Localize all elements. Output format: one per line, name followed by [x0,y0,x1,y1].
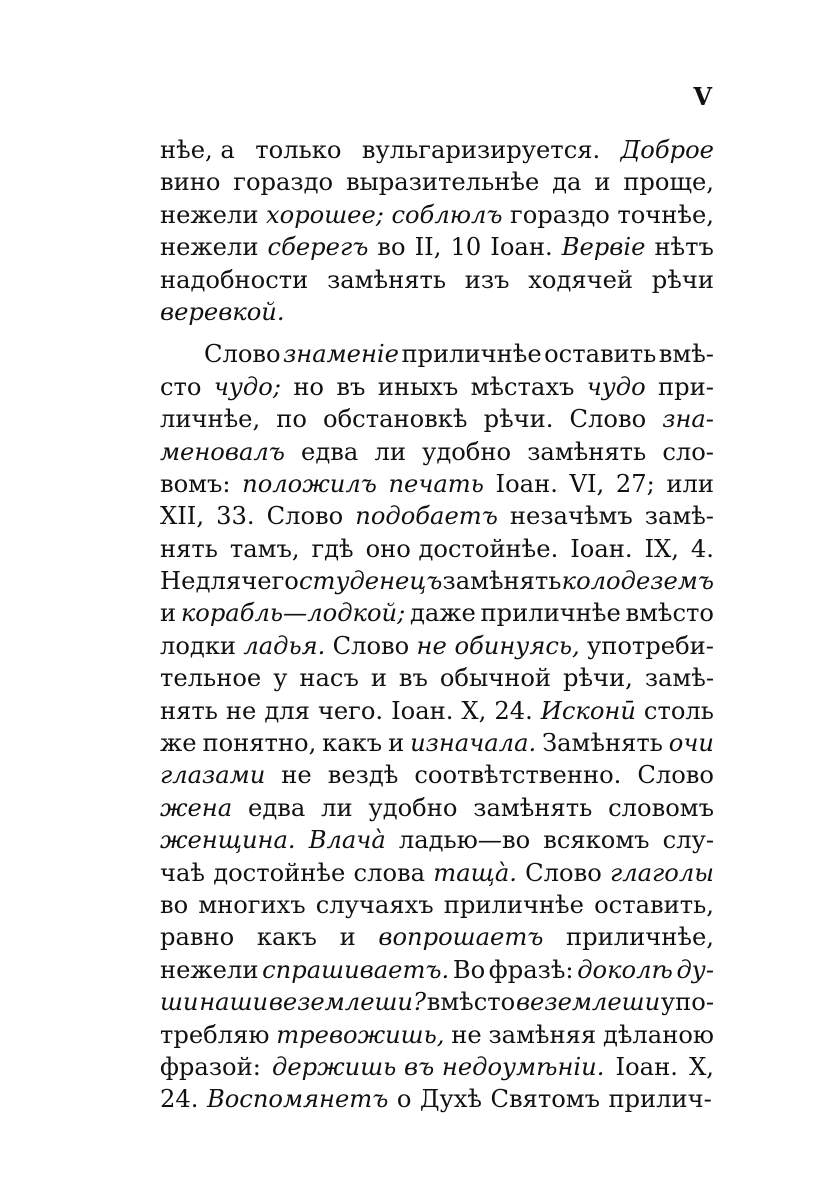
word: вульгаризируется. [361,136,601,164]
word: точнѣе, [617,200,714,229]
word: 10 [450,233,482,262]
word: столь [643,696,714,725]
word: слу- [662,826,714,855]
word: чаѣ [160,858,205,887]
text-line [160,264,714,296]
italic-word: женщина. [160,826,296,855]
word: удобно [368,793,458,822]
italic-word: жена [160,793,233,822]
word: даже [409,599,476,628]
word: 24. [494,696,533,725]
italic-word: глаголы [610,858,714,887]
word: незачѣмъ [509,502,633,531]
word: требляю [160,1020,270,1049]
italic-word: таща̀. [433,858,517,887]
text-line [160,630,714,662]
text-line [160,500,714,532]
word: Іоан. [490,233,553,262]
italic-word: Влача̀ [308,826,386,855]
word: оставить [544,340,657,369]
word: по [276,405,307,434]
word: рѣчи. [483,405,554,434]
text-line [160,134,714,166]
word: употреби- [587,631,714,660]
italic-word: спрашиваетъ. [262,955,450,984]
word: нежели [160,200,259,229]
italic-word: положилъ [242,469,377,498]
word: во [377,233,406,262]
word: Слово [569,405,647,434]
text-line [160,857,714,889]
word: рѣчи [651,265,714,294]
word: ходячей [528,265,634,294]
word: и [388,729,405,758]
word: приличнѣе [480,599,621,628]
word: не [225,696,257,725]
word: фразѣ: [488,955,574,984]
text-line [160,695,714,727]
text-line [160,824,714,856]
italic-word: глазами [160,761,266,790]
word: проще, [623,168,714,197]
word: вомъ: [160,469,231,498]
word: замѣнять [327,265,447,294]
word: личнѣе, [160,405,261,434]
word: нежели [160,955,259,984]
italic-word: доколѣ [577,955,673,984]
word: замѣняя [488,1020,597,1049]
text-line [160,597,714,629]
word: но [293,372,324,401]
text-line [160,371,714,403]
word: или [666,469,714,498]
word: оставить, [594,890,714,919]
word: только [255,136,342,164]
italic-word: знаменіе [283,340,399,369]
word: нѣе, а [160,136,235,164]
italic-word: меновалъ [160,437,285,466]
word: выразительнѣе [345,168,540,197]
text-line [160,986,714,1018]
word: приличнѣе [401,340,542,369]
word: словомъ [608,793,714,822]
word: и [370,664,387,693]
text-line [160,199,714,231]
word: изъ [464,265,510,294]
word: едва [301,437,359,466]
word: дѣланою [602,1020,714,1049]
italic-word: ду- [676,955,714,984]
word: Слово [204,340,281,369]
text-line [160,166,714,198]
italic-word: изначала. [410,729,537,758]
italic-word: хорошее; [266,200,384,229]
word: замѣ- [644,502,714,531]
word: во [160,890,189,919]
word: гдѣ [311,534,354,563]
word: для [264,696,310,725]
word: многихъ [198,890,306,919]
italic-word: чудо; [213,372,281,401]
word: сто [160,372,202,401]
word: Слово [332,631,410,660]
text-line [160,792,714,824]
word: какъ [256,923,317,952]
italic-word: тревожишь, [276,1020,445,1049]
text-line [160,533,714,565]
word: приличнѣе, [566,923,714,952]
word: у [273,664,288,693]
text-line [160,727,714,759]
word: IX, [644,534,679,563]
word: замѣнять [527,437,647,466]
text-line [160,1051,714,1083]
italic-word: ладья. [243,631,326,660]
text-line [160,403,714,435]
text-line [160,436,714,468]
text-line [160,1019,714,1051]
word: иныхъ [377,372,459,401]
word: Слово [266,502,344,531]
word: ли [374,437,406,466]
word: вмѣсто [426,988,516,1017]
word: чего. [317,696,384,725]
text-line [160,565,714,597]
italic-word: колодеземъ [561,567,714,596]
word: замѣнять [473,793,593,822]
italic-word: вопрошаетъ [378,923,544,952]
word: Іоан. [391,696,454,725]
italic-word: соблюлъ [391,200,503,229]
text-line [160,889,714,921]
word: приличнѣе [443,890,584,919]
word: въ [398,664,428,693]
italic-word: сберегъ [267,233,369,262]
italic-word: веземлеши [515,988,661,1017]
text-line [160,921,714,953]
word: Не [160,567,196,596]
italic-word: ши [160,988,199,1017]
italic-word: Доброе [620,136,714,164]
italic-word: наши [199,988,269,1017]
text-line [160,1083,714,1115]
word: и [339,923,356,952]
word: нять [160,534,218,563]
word: едва [248,793,306,822]
word: Святомъ [490,1085,600,1114]
body-text [160,134,714,1116]
word: при- [658,372,714,401]
word: гораздо [510,200,610,229]
word: VI, [569,469,605,498]
italic-word: зна- [662,405,714,434]
word: всякомъ [543,826,650,855]
italic-word: подобаетъ [355,502,498,531]
paragraph [160,134,714,328]
word: замѣ- [644,664,714,693]
word: обстановкѣ [323,405,468,434]
word: не [451,1020,482,1049]
word: вино [160,168,221,197]
word: чего [241,567,299,596]
word: вмѣсто [625,599,714,628]
paragraph [160,338,714,1115]
word: понятно, [202,729,317,758]
text-line [160,954,714,986]
word: 27; [615,469,655,498]
word: для [195,567,242,596]
word: и [594,168,611,197]
text-line [160,296,714,328]
word: 24. [160,1085,199,1114]
word: вмѣ- [658,340,714,369]
word: 33. [216,502,255,531]
word: сло- [662,437,714,466]
word: X, [461,696,487,725]
word: XII, [160,502,205,531]
italic-word: не обинуясь, [416,631,580,660]
word: же [160,729,197,758]
word: обычной [439,664,552,693]
italic-word: корабль—лодкой; [180,599,406,628]
word: упо- [660,988,714,1017]
word: надобности [160,265,309,294]
word: Іоан. [615,1052,678,1081]
word: въ [336,372,366,401]
word: слова [353,858,426,887]
text-line [160,231,714,263]
word: да [552,168,582,197]
word: Іоан. [570,534,633,563]
word: какъ [322,729,383,758]
word: Слово [525,858,602,887]
word: замѣнять [442,567,562,596]
word: достойнѣе [213,858,346,887]
italic-word: веземлеши? [268,988,426,1017]
word: ладью—во [398,826,531,855]
word: Замѣнять [542,729,663,758]
word: соотвѣтственно. [414,761,622,790]
word: фразой: [160,1052,261,1081]
text-line [160,468,714,500]
word: Слово [637,761,714,790]
word: нять [160,696,218,725]
word: удобно [422,437,512,466]
word: и [160,599,177,628]
word: прилич- [608,1085,712,1114]
page-number: V [693,82,712,111]
italic-word: очи [668,729,714,758]
word: тельное [160,664,262,693]
italic-word: чудо [586,372,646,401]
word: гораздо [233,168,334,197]
word: насъ [299,664,359,693]
word: равно [160,923,235,952]
word: лодки [160,631,237,660]
paragraph-gap [160,328,714,338]
word: нежели [160,233,259,262]
text-line [160,759,714,791]
italic-word: веревкой. [160,297,285,326]
word: рѣчи, [562,664,633,693]
word: о [396,1085,412,1114]
word: II, [414,233,442,262]
word: вездѣ [327,761,399,790]
italic-word: печать [388,469,484,498]
word: тамъ, [229,534,300,563]
word: нѣтъ [654,233,714,262]
italic-word: Исконӣ [540,696,636,725]
italic-word: Воспомянетъ [206,1085,389,1114]
word: X, [689,1052,714,1081]
word: Во [452,955,486,984]
word: не [281,761,312,790]
text-line [160,338,714,370]
word: оно достойнѣе. [365,534,559,563]
word: 4. [690,534,714,563]
word: Духѣ [419,1085,482,1114]
italic-word: Вервіе [561,233,646,262]
word: Іоан. [495,469,558,498]
italic-word: держишь въ недоумѣніи. [272,1052,605,1081]
text-line [160,662,714,694]
word: мѣстахъ [470,372,575,401]
italic-word: студенецъ [298,567,443,596]
word: случаяхъ [315,890,434,919]
word: ли [321,793,353,822]
